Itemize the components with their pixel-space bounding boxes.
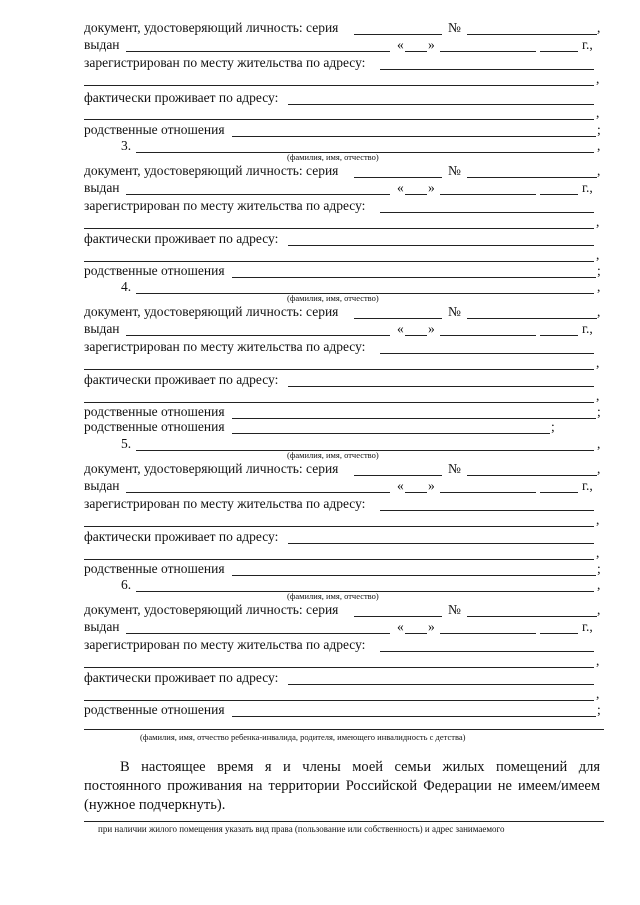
- actual-address-line: [84, 232, 604, 246]
- semicolon: ;: [597, 404, 601, 419]
- comma: ,: [597, 20, 601, 35]
- address-continuation-line: [84, 546, 604, 560]
- comma: ,: [596, 214, 600, 229]
- address-continuation-line: [84, 72, 604, 86]
- open-quote: «: [397, 321, 404, 336]
- member-number: 4.: [121, 279, 132, 294]
- issued-by-field[interactable]: [126, 492, 390, 493]
- fio-caption: (фамилия, имя, отчество): [287, 450, 379, 460]
- relations-label: родственные отношения: [84, 404, 225, 419]
- semicolon: ;: [597, 702, 601, 717]
- address-continuation-field[interactable]: [84, 119, 594, 120]
- registered-line: [84, 199, 604, 213]
- close-quote: »: [428, 619, 435, 634]
- actual-address-field[interactable]: [288, 684, 594, 685]
- comma: ,: [597, 304, 601, 319]
- disabled-child-caption: (фамилия, имя, отчество ребенка-инвалида, родителя, имеющего инвалидность с детства): [140, 732, 466, 742]
- address-continuation-field[interactable]: [84, 700, 594, 701]
- address-continuation-line: [84, 654, 604, 668]
- actual-address-field[interactable]: [288, 245, 594, 246]
- address-continuation-line: [84, 215, 604, 229]
- relations-label: родственные отношения: [84, 561, 225, 576]
- address-continuation-line: [84, 513, 604, 527]
- comma: ,: [596, 512, 600, 527]
- disabled-child-name-field[interactable]: [84, 729, 604, 730]
- fio-caption: (фамилия, имя, отчество): [287, 293, 379, 303]
- comma: ,: [596, 355, 600, 370]
- comma: ,: [597, 602, 601, 617]
- issued-label: выдан: [84, 478, 120, 493]
- relations-line: [84, 405, 604, 419]
- relations-label: родственные отношения: [84, 122, 225, 137]
- number-field[interactable]: [467, 318, 597, 319]
- close-quote: »: [428, 478, 435, 493]
- open-quote: «: [397, 37, 404, 52]
- issued-line: [84, 322, 604, 336]
- close-quote: »: [428, 180, 435, 195]
- issued-by-field[interactable]: [126, 633, 390, 634]
- relations-field[interactable]: [232, 136, 596, 137]
- issued-label: выдан: [84, 180, 120, 195]
- member-number: 5.: [121, 436, 132, 451]
- actual-address-line: [84, 530, 604, 544]
- actual-address-label: фактически проживает по адресу:: [84, 231, 279, 246]
- registered-line: [84, 56, 604, 70]
- address-continuation-field[interactable]: [84, 261, 594, 262]
- actual-address-label: фактически проживает по адресу:: [84, 372, 279, 387]
- registered-address-field[interactable]: [380, 212, 594, 213]
- series-field[interactable]: [354, 177, 442, 178]
- address-continuation-field[interactable]: [84, 369, 594, 370]
- address-continuation-field[interactable]: [84, 559, 594, 560]
- number-field[interactable]: [467, 34, 597, 35]
- series-field[interactable]: [354, 475, 442, 476]
- comma: ,: [596, 388, 600, 403]
- month-field[interactable]: [440, 335, 536, 336]
- family-member-line: [84, 280, 604, 294]
- family-member-line: [84, 139, 604, 153]
- id-document-line: [84, 164, 604, 178]
- id-document-line: [84, 462, 604, 476]
- id-document-label: документ, удостоверяющий личность: серия: [84, 461, 339, 476]
- actual-address-field[interactable]: [288, 104, 594, 105]
- comma: ,: [596, 686, 600, 701]
- address-continuation-field[interactable]: [84, 402, 594, 403]
- address-continuation-field[interactable]: [84, 667, 594, 668]
- year-field[interactable]: [540, 51, 578, 52]
- day-field[interactable]: [405, 194, 427, 195]
- year-field[interactable]: [540, 492, 578, 493]
- id-document-line: [84, 603, 604, 617]
- registered-address-field[interactable]: [380, 353, 594, 354]
- semicolon: ;: [597, 263, 601, 278]
- relations-field[interactable]: [232, 575, 596, 576]
- issued-by-field[interactable]: [126, 51, 390, 52]
- number-sign: №: [448, 163, 461, 178]
- series-field[interactable]: [354, 616, 442, 617]
- address-continuation-field[interactable]: [84, 526, 594, 527]
- number-field[interactable]: [467, 475, 597, 476]
- comma: ,: [596, 105, 600, 120]
- number-sign: №: [448, 20, 461, 35]
- issued-by-field[interactable]: [126, 335, 390, 336]
- id-document-label: документ, удостоверяющий личность: серия: [84, 602, 339, 617]
- address-continuation-field[interactable]: [84, 228, 594, 229]
- comma: ,: [596, 247, 600, 262]
- id-document-line: [84, 305, 604, 319]
- issued-by-field[interactable]: [126, 194, 390, 195]
- number-field[interactable]: [467, 616, 597, 617]
- address-continuation-line: [84, 389, 604, 403]
- issued-line: [84, 181, 604, 195]
- footnote-text: при наличии жилого помещения указать вид права (пользование или собственность) и адрес занимаемого: [98, 824, 505, 834]
- close-quote: »: [428, 321, 435, 336]
- actual-address-label: фактически проживает по адресу:: [84, 90, 279, 105]
- address-continuation-line: [84, 356, 604, 370]
- relations-field[interactable]: [232, 716, 596, 717]
- open-quote: «: [397, 619, 404, 634]
- close-quote: »: [428, 37, 435, 52]
- actual-address-line: [84, 373, 604, 387]
- comma: ,: [597, 163, 601, 178]
- actual-address-label: фактически проживает по адресу:: [84, 529, 279, 544]
- series-field[interactable]: [354, 34, 442, 35]
- registered-address-field[interactable]: [380, 510, 594, 511]
- comma: ,: [597, 577, 601, 592]
- relations-line: [84, 264, 604, 278]
- fio-caption: (фамилия, имя, отчество): [287, 152, 379, 162]
- relations-line: [84, 123, 604, 137]
- open-quote: «: [397, 478, 404, 493]
- month-field[interactable]: [440, 492, 536, 493]
- comma: ,: [597, 461, 601, 476]
- address-continuation-field[interactable]: [84, 85, 594, 86]
- number-field[interactable]: [467, 177, 597, 178]
- actual-address-field[interactable]: [288, 543, 594, 544]
- issued-label: выдан: [84, 619, 120, 634]
- address-continuation-line: [84, 106, 604, 120]
- registered-label: зарегистрирован по месту жительства по адресу:: [84, 198, 366, 213]
- month-field[interactable]: [440, 194, 536, 195]
- year-field[interactable]: [540, 194, 578, 195]
- actual-address-line: [84, 671, 604, 685]
- member-number: 6.: [121, 577, 132, 592]
- relations-line: [84, 562, 604, 576]
- address-continuation-line: [84, 687, 604, 701]
- registered-line: [84, 497, 604, 511]
- year-suffix: г.,: [582, 321, 593, 336]
- address-continuation-line: [84, 248, 604, 262]
- semicolon: ;: [551, 419, 555, 434]
- registered-label: зарегистрирован по месту жительства по адресу:: [84, 339, 366, 354]
- registered-line: [84, 340, 604, 354]
- semicolon: ;: [597, 122, 601, 137]
- id-document-line: [84, 21, 604, 35]
- relations-label: родственные отношения: [84, 263, 225, 278]
- id-document-label: документ, удостоверяющий личность: серия: [84, 163, 339, 178]
- comma: ,: [596, 545, 600, 560]
- comma: ,: [597, 279, 601, 294]
- fio-caption: (фамилия, имя, отчество): [287, 591, 379, 601]
- relations-label: родственные отношения: [84, 702, 225, 717]
- issued-line: [84, 479, 604, 493]
- relations-field[interactable]: [232, 433, 550, 434]
- month-field[interactable]: [440, 633, 536, 634]
- registered-line: [84, 638, 604, 652]
- registered-label: зарегистрирован по месту жительства по адресу:: [84, 496, 366, 511]
- issued-label: выдан: [84, 37, 120, 52]
- registered-label: зарегистрирован по месту жительства по адресу:: [84, 637, 366, 652]
- comma: ,: [596, 71, 600, 86]
- actual-address-field[interactable]: [288, 386, 594, 387]
- year-suffix: г.,: [582, 180, 593, 195]
- housing-statement-paragraph: [84, 758, 600, 815]
- actual-address-line: [84, 91, 604, 105]
- registered-address-field[interactable]: [380, 69, 594, 70]
- comma: ,: [596, 653, 600, 668]
- footnote-separator: [84, 821, 604, 822]
- series-field[interactable]: [354, 318, 442, 319]
- actual-address-label: фактически проживает по адресу:: [84, 670, 279, 685]
- relations-line: [84, 420, 604, 434]
- relations-label: родственные отношения: [84, 419, 225, 434]
- relations-field[interactable]: [232, 418, 596, 419]
- registered-label: зарегистрирован по месту жительства по адресу:: [84, 55, 366, 70]
- id-document-label: документ, удостоверяющий личность: серия: [84, 20, 339, 35]
- number-sign: №: [448, 304, 461, 319]
- member-number: 3.: [121, 138, 132, 153]
- issued-line: [84, 38, 604, 52]
- number-sign: №: [448, 461, 461, 476]
- year-suffix: г.,: [582, 478, 593, 493]
- relations-line: [84, 703, 604, 717]
- family-member-line: [84, 578, 604, 592]
- id-document-label: документ, удостоверяющий личность: серия: [84, 304, 339, 319]
- open-quote: «: [397, 180, 404, 195]
- registered-address-field[interactable]: [380, 651, 594, 652]
- issued-label: выдан: [84, 321, 120, 336]
- day-field[interactable]: [405, 492, 427, 493]
- year-field[interactable]: [540, 633, 578, 634]
- comma: ,: [597, 138, 601, 153]
- comma: ,: [597, 436, 601, 451]
- day-field[interactable]: [405, 633, 427, 634]
- day-field[interactable]: [405, 335, 427, 336]
- year-suffix: г.,: [582, 619, 593, 634]
- day-field[interactable]: [405, 51, 427, 52]
- family-member-line: [84, 437, 604, 451]
- number-sign: №: [448, 602, 461, 617]
- year-suffix: г.,: [582, 37, 593, 52]
- issued-line: [84, 620, 604, 634]
- year-field[interactable]: [540, 335, 578, 336]
- month-field[interactable]: [440, 51, 536, 52]
- housing-statement-text: В настоящее время я и члены моей семьи жилых помещений для постоянного проживания на территории Российской Федерации не имеем/имеем (нужное подчеркнуть).: [84, 759, 600, 813]
- relations-field[interactable]: [232, 277, 596, 278]
- semicolon: ;: [597, 561, 601, 576]
